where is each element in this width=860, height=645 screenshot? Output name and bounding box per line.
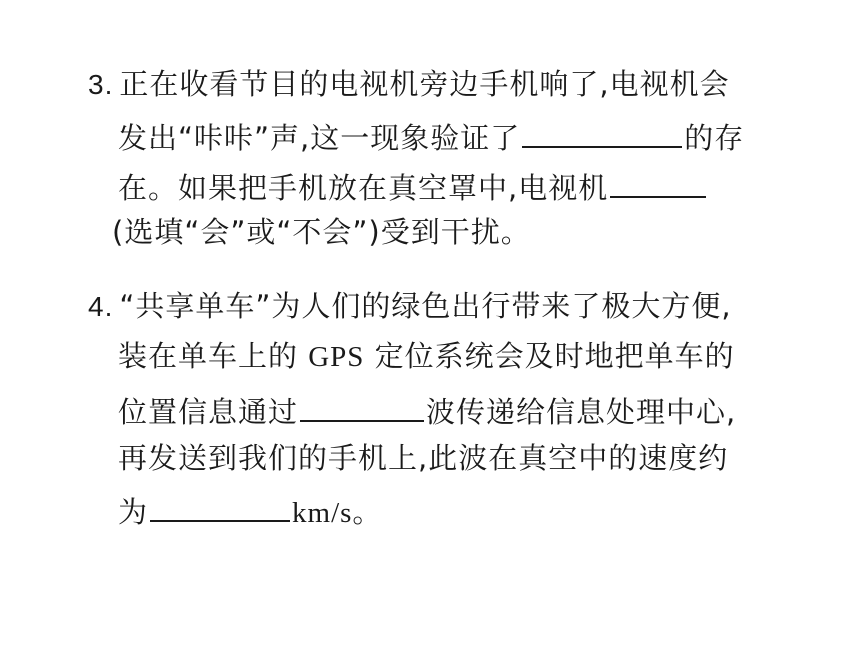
question-3-line-3: [118, 166, 708, 206]
question-text: 定位系统会及时地把单车的: [374, 339, 735, 373]
question-3-line-4: [112, 214, 531, 250]
question-text: 位置信息通过: [118, 395, 299, 429]
question-text: 的存: [684, 121, 745, 155]
answer-blank[interactable]: [300, 390, 424, 422]
question-text: 发出“咔咔”声,这一现象验证了: [118, 121, 521, 155]
question-text: 再发送到我们的手机上,此波在真空中的速度约: [118, 441, 729, 475]
question-text: 为: [118, 495, 149, 529]
question-text: 在。如果把手机放在真空罩中,电视机: [118, 171, 609, 205]
question-3-line-2: [118, 116, 744, 156]
question-4-line-2: [118, 338, 735, 375]
answer-blank[interactable]: [610, 166, 706, 198]
answer-blank[interactable]: [522, 116, 682, 148]
question-4-line-3: [118, 390, 736, 430]
question-number: 3.: [88, 69, 114, 100]
question-3-line-1: [88, 66, 730, 103]
question-text: 波传递给信息处理中心,: [426, 395, 737, 429]
question-4-line-5: [118, 490, 382, 531]
answer-blank[interactable]: [150, 490, 290, 522]
question-text-gps: GPS: [308, 341, 365, 373]
question-text: (选填“会”或“不会”)受到干扰。: [112, 215, 531, 249]
question-4-line-4: [118, 440, 728, 476]
question-text: 正在收看节目的电视机旁边手机响了,电视机会: [119, 67, 730, 101]
question-text: 装在单车上的: [118, 339, 299, 373]
question-text-unit: km/s。: [292, 497, 383, 529]
question-number: 4.: [88, 291, 114, 322]
question-4-line-1: [88, 288, 732, 325]
question-text: “共享单车”为人们的绿色出行带来了极大方便,: [119, 289, 732, 323]
